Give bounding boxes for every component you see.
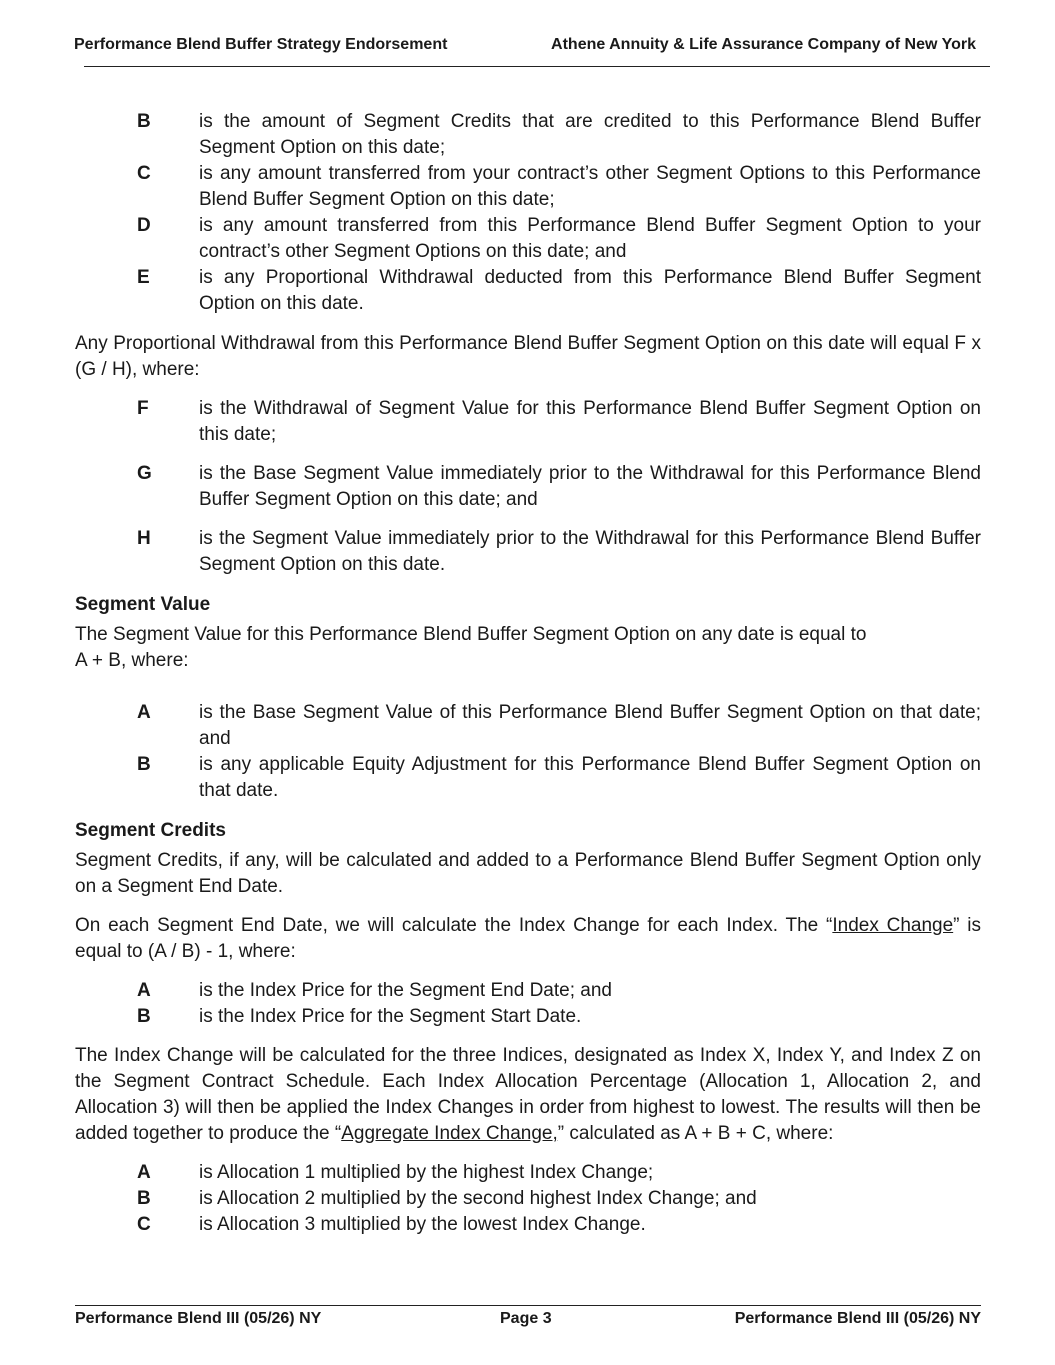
proportional-withdrawal-paragraph: Any Proportional Withdrawal from this Performance Blend Buffer Segment Option on this date will equal F x (G / H), where: xyxy=(75,333,981,380)
definition-item xyxy=(137,461,981,513)
definition-letter: C xyxy=(137,163,151,184)
definition-letter: H xyxy=(137,528,151,549)
page-header xyxy=(74,30,990,67)
segment-value-paragraph: The Segment Value for this Performance Blend Buffer Segment Option on any date is equal to A + B, where: xyxy=(75,624,867,671)
definition-list-4 xyxy=(75,978,981,1030)
segment-credits-paragraph: Segment Credits, if any, will be calculated and added to a Performance Blend Buffer Segment Option only on a Segment End Date. xyxy=(75,850,981,897)
definition-text: is the amount of Segment Credits that are credited to this Performance Blend Buffer Segment Option on this date; xyxy=(199,111,981,158)
definition-item xyxy=(137,700,981,752)
definition-list-2 xyxy=(75,396,981,578)
definition-text: is the Index Price for the Segment End Date; and xyxy=(199,980,612,1001)
definition-text: is the Base Segment Value of this Performance Blend Buffer Segment Option on that date; and xyxy=(199,702,981,749)
footer-form-left: Performance Blend III (05/26) NY xyxy=(75,1310,322,1327)
definition-letter: E xyxy=(137,267,150,288)
definition-item xyxy=(137,978,981,1004)
definition-letter: B xyxy=(137,1006,151,1027)
definition-text: is the Index Price for the Segment Start Date. xyxy=(199,1006,582,1027)
definition-letter: F xyxy=(137,398,149,419)
definition-letter: A xyxy=(137,702,151,723)
definition-text: is any amount transferred from this Performance Blend Buffer Segment Option to your contract’s other Segment Options on this date; and xyxy=(199,215,981,262)
definition-letter: D xyxy=(137,215,151,236)
section-heading-segment-credits: Segment Credits xyxy=(75,820,226,841)
definition-item xyxy=(137,1004,981,1030)
definition-list-3 xyxy=(75,700,981,804)
definition-text: is the Withdrawal of Segment Value for this Performance Blend Buffer Segment Option on this date; xyxy=(199,398,981,445)
definition-item xyxy=(137,1212,981,1238)
definition-text: is any applicable Equity Adjustment for this Performance Blend Buffer Segment Option on that date. xyxy=(199,754,981,801)
definition-text: is any Proportional Withdrawal deducted from this Performance Blend Buffer Segment Option on this date. xyxy=(199,267,981,314)
definition-item xyxy=(137,396,981,448)
section-heading-segment-value: Segment Value xyxy=(75,594,211,615)
definition-item xyxy=(137,526,981,578)
definition-text: is Allocation 2 multiplied by the second highest Index Change; and xyxy=(199,1188,757,1209)
definition-letter: G xyxy=(137,463,152,484)
header-company: Athene Annuity & Life Assurance Company of New York xyxy=(551,36,976,53)
definition-letter: B xyxy=(137,111,151,132)
definition-letter: B xyxy=(137,1188,151,1209)
header-title: Performance Blend Buffer Strategy Endorsement xyxy=(74,36,448,53)
definition-item xyxy=(137,161,981,213)
definition-item xyxy=(137,1160,981,1186)
definition-letter: A xyxy=(137,980,151,1001)
definition-item xyxy=(137,213,981,265)
definition-item xyxy=(137,1186,981,1212)
definition-item xyxy=(137,109,981,161)
definition-item xyxy=(137,752,981,804)
footer-form-right: Performance Blend III (05/26) NY xyxy=(734,1310,981,1327)
definition-text: is Allocation 1 multiplied by the highest Index Change; xyxy=(199,1162,654,1183)
definition-item xyxy=(137,265,981,317)
definition-list-5 xyxy=(75,1160,981,1238)
index-change-term: Index Change xyxy=(832,915,954,936)
definition-text: is any amount transferred from your contract’s other Segment Options to this Performance Blend Buffer Segment Option on this date; xyxy=(199,163,981,210)
definition-letter: A xyxy=(137,1162,151,1183)
definition-letter: B xyxy=(137,754,151,775)
index-change-paragraph: On each Segment End Date, we will calculate the Index Change for each Index. The “Index Change” is equal to (A / B) - 1, where: xyxy=(75,915,981,962)
definition-text: is the Base Segment Value immediately prior to the Withdrawal for this Performance Blend Buffer Segment Option on this date; and xyxy=(199,463,981,510)
definition-list-1 xyxy=(75,109,981,317)
page-number: Page 3 xyxy=(500,1310,552,1327)
aggregate-index-change-term: Aggregate Index Change, xyxy=(341,1123,558,1144)
aggregate-index-change-paragraph: The Index Change will be calculated for the three Indices, designated as Index X, Index Y, and Index Z on the Segment Contract Schedule. Each Index Allocation Percentage (Allocation 1, Allocation 2, and Allocation 3) will then be applied the Index Changes in order from highest to lowest. The results will then be added together to produce the “Aggregate Index Change,” calculated as A + B + C, where: xyxy=(75,1045,981,1144)
definition-letter: C xyxy=(137,1214,151,1235)
page-footer xyxy=(75,1305,981,1332)
definition-text: is Allocation 3 multiplied by the lowest Index Change. xyxy=(199,1214,646,1235)
document-body xyxy=(75,109,981,1238)
definition-text: is the Segment Value immediately prior to the Withdrawal for this Performance Blend Buffer Segment Option on this date. xyxy=(199,528,981,575)
